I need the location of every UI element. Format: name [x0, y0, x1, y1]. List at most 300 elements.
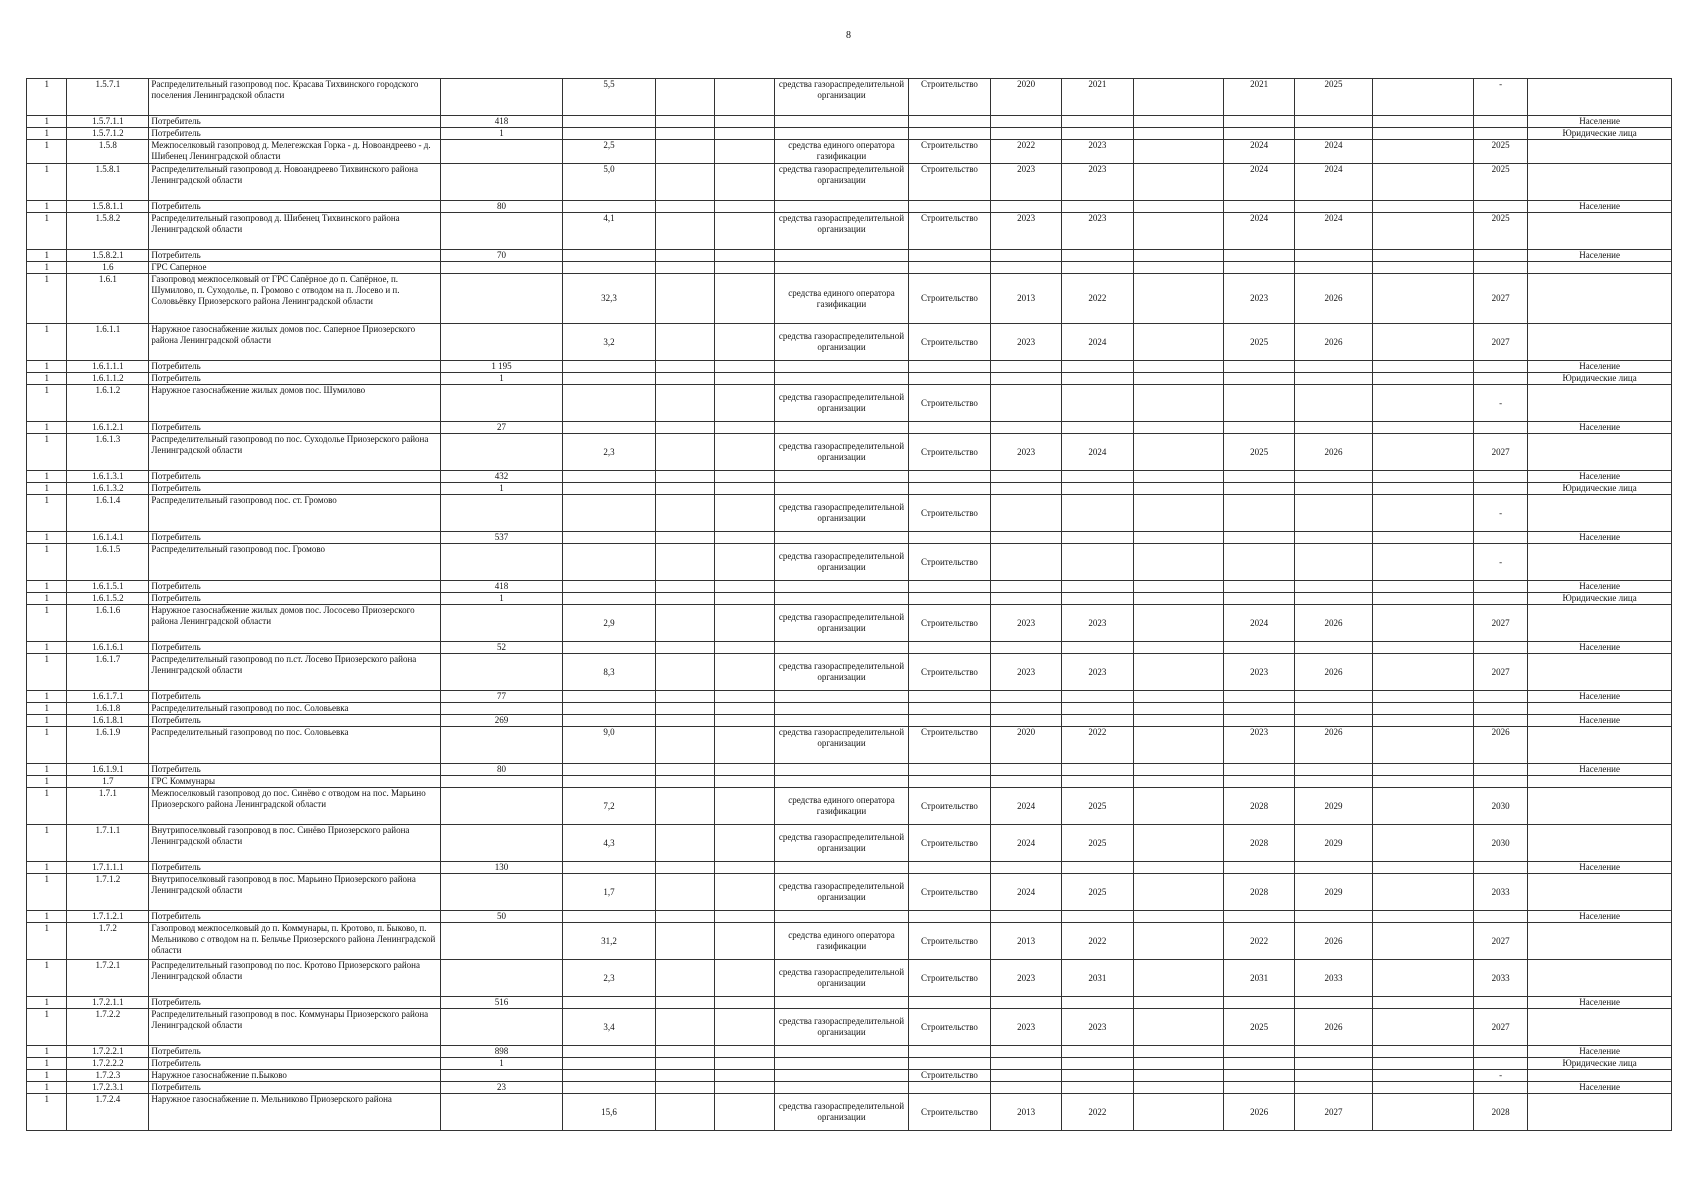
col-year-1: 2023	[990, 434, 1061, 471]
col-consumer-category: Население	[1528, 116, 1672, 128]
table-row	[27, 324, 1672, 361]
col-length	[563, 373, 656, 385]
table-row	[27, 1009, 1672, 1046]
table-row	[27, 1070, 1672, 1082]
col-year-1: 2023	[990, 960, 1061, 997]
col-consumers: 70	[440, 250, 562, 262]
col-financing	[774, 715, 908, 727]
col-blank-4	[1372, 788, 1473, 825]
col-year-2: 2022	[1062, 727, 1133, 764]
col-work-type: Строительство	[909, 385, 991, 422]
col-year-1	[990, 642, 1061, 654]
col-name: Наружное газоснабжение жилых домов пос. Лососево Приозерского района Ленинградской области	[149, 605, 441, 642]
col-name: Распределительный газопровод по пос. Соловьевка	[149, 727, 441, 764]
page-number: 8	[846, 30, 851, 41]
col-year-1: 2024	[990, 874, 1061, 911]
col-year-5	[1473, 1082, 1527, 1094]
col-blank-2	[715, 923, 775, 960]
col-blank-2	[715, 691, 775, 703]
col-consumer-category	[1528, 703, 1672, 715]
col-year-3: 2028	[1223, 825, 1294, 862]
col-blank-3	[1133, 581, 1223, 593]
col-work-type	[909, 250, 991, 262]
col-year-4: 2029	[1295, 825, 1373, 862]
col-year-4	[1295, 373, 1373, 385]
col-blank-4	[1372, 495, 1473, 532]
col-financing: средства единого оператора газификации	[774, 788, 908, 825]
col-consumers	[440, 213, 562, 250]
col-length: 2,3	[563, 960, 656, 997]
col-blank-3	[1133, 874, 1223, 911]
col-name: Потребитель	[149, 422, 441, 434]
col-length	[563, 250, 656, 262]
col-blank-1	[655, 483, 715, 495]
col-year-4: 2029	[1295, 874, 1373, 911]
col-name: Потребитель	[149, 1046, 441, 1058]
col-blank-1	[655, 825, 715, 862]
col-blank-1	[655, 532, 715, 544]
col-number: 1	[27, 1058, 67, 1070]
col-financing: средства газораспределительной организации	[774, 727, 908, 764]
col-work-type: Строительство	[909, 274, 991, 324]
col-blank-2	[715, 140, 775, 164]
table-row	[27, 764, 1672, 776]
col-blank-2	[715, 471, 775, 483]
col-number: 1	[27, 250, 67, 262]
col-consumers	[440, 140, 562, 164]
col-year-3	[1223, 703, 1294, 715]
col-financing	[774, 483, 908, 495]
col-year-3: 2021	[1223, 79, 1294, 116]
col-year-3	[1223, 1046, 1294, 1058]
col-blank-2	[715, 862, 775, 874]
col-year-2	[1062, 128, 1133, 140]
col-number: 1	[27, 532, 67, 544]
col-year-2	[1062, 262, 1133, 274]
col-financing: средства газораспределительной организации	[774, 654, 908, 691]
col-financing	[774, 862, 908, 874]
col-blank-3	[1133, 213, 1223, 250]
col-work-type	[909, 997, 991, 1009]
col-code: 1.5.7.1.1	[67, 116, 149, 128]
col-work-type: Строительство	[909, 874, 991, 911]
col-blank-1	[655, 862, 715, 874]
col-year-3	[1223, 116, 1294, 128]
col-consumers	[440, 874, 562, 911]
col-year-3	[1223, 201, 1294, 213]
col-year-2: 2023	[1062, 605, 1133, 642]
col-year-4	[1295, 422, 1373, 434]
col-work-type	[909, 116, 991, 128]
col-blank-3	[1133, 911, 1223, 923]
col-year-5: 2025	[1473, 213, 1527, 250]
table-row	[27, 274, 1672, 324]
col-year-5	[1473, 128, 1527, 140]
col-name: Потребитель	[149, 691, 441, 703]
col-year-3: 2028	[1223, 788, 1294, 825]
col-consumers	[440, 1094, 562, 1131]
col-financing	[774, 116, 908, 128]
col-consumer-category: Население	[1528, 361, 1672, 373]
col-work-type	[909, 593, 991, 605]
col-consumers: 27	[440, 422, 562, 434]
col-blank-2	[715, 250, 775, 262]
col-blank-1	[655, 250, 715, 262]
col-number: 1	[27, 1009, 67, 1046]
col-year-2	[1062, 532, 1133, 544]
col-work-type: Строительство	[909, 164, 991, 201]
col-blank-4	[1372, 116, 1473, 128]
col-blank-2	[715, 213, 775, 250]
col-code: 1.6.1.2.1	[67, 422, 149, 434]
col-length: 5,5	[563, 79, 656, 116]
col-blank-3	[1133, 825, 1223, 862]
col-blank-3	[1133, 495, 1223, 532]
col-year-1: 2023	[990, 164, 1061, 201]
col-consumers	[440, 434, 562, 471]
col-year-5: -	[1473, 1070, 1527, 1082]
col-blank-3	[1133, 116, 1223, 128]
col-work-type: Строительство	[909, 727, 991, 764]
col-consumer-category	[1528, 213, 1672, 250]
col-blank-2	[715, 997, 775, 1009]
col-year-4	[1295, 1070, 1373, 1082]
col-year-1	[990, 581, 1061, 593]
col-year-5	[1473, 262, 1527, 274]
col-year-2	[1062, 361, 1133, 373]
col-year-2	[1062, 422, 1133, 434]
col-year-1	[990, 691, 1061, 703]
col-blank-4	[1372, 250, 1473, 262]
col-year-5: 2026	[1473, 727, 1527, 764]
col-name: Потребитель	[149, 201, 441, 213]
col-number: 1	[27, 434, 67, 471]
col-consumers: 269	[440, 715, 562, 727]
col-code: 1.6.1.6	[67, 605, 149, 642]
col-year-4: 2026	[1295, 274, 1373, 324]
col-code: 1.6.1.9	[67, 727, 149, 764]
col-year-4	[1295, 128, 1373, 140]
col-financing: средства газораспределительной организации	[774, 825, 908, 862]
col-code: 1.5.7.1	[67, 79, 149, 116]
col-blank-3	[1133, 703, 1223, 715]
col-consumers	[440, 385, 562, 422]
col-year-1	[990, 373, 1061, 385]
col-blank-1	[655, 605, 715, 642]
col-work-type	[909, 532, 991, 544]
col-work-type	[909, 1046, 991, 1058]
col-number: 1	[27, 385, 67, 422]
col-name: Потребитель	[149, 361, 441, 373]
col-year-1	[990, 250, 1061, 262]
col-year-2: 2021	[1062, 79, 1133, 116]
col-blank-4	[1372, 654, 1473, 691]
col-length	[563, 593, 656, 605]
col-year-5: 2030	[1473, 825, 1527, 862]
col-blank-4	[1372, 825, 1473, 862]
col-number: 1	[27, 691, 67, 703]
col-blank-2	[715, 116, 775, 128]
col-blank-3	[1133, 642, 1223, 654]
col-financing	[774, 703, 908, 715]
col-blank-3	[1133, 691, 1223, 703]
col-blank-4	[1372, 715, 1473, 727]
col-blank-4	[1372, 911, 1473, 923]
col-name: Потребитель	[149, 1058, 441, 1070]
col-blank-3	[1133, 471, 1223, 483]
col-year-5: -	[1473, 495, 1527, 532]
col-year-4	[1295, 1058, 1373, 1070]
col-consumer-category: Население	[1528, 532, 1672, 544]
col-consumers	[440, 923, 562, 960]
col-year-5: -	[1473, 385, 1527, 422]
col-consumer-category	[1528, 605, 1672, 642]
col-year-5: 2025	[1473, 140, 1527, 164]
col-name: Наружное газоснабжение жилых домов пос. Шумилово	[149, 385, 441, 422]
col-length	[563, 715, 656, 727]
col-year-5	[1473, 250, 1527, 262]
col-year-1: 2024	[990, 825, 1061, 862]
col-blank-2	[715, 324, 775, 361]
col-blank-1	[655, 997, 715, 1009]
col-code: 1.7.2.2	[67, 1009, 149, 1046]
col-year-4: 2025	[1295, 79, 1373, 116]
col-blank-4	[1372, 703, 1473, 715]
col-year-2	[1062, 471, 1133, 483]
col-blank-2	[715, 788, 775, 825]
col-consumers	[440, 324, 562, 361]
col-name: Газопровод межпоселковый от ГРС Сапёрное до п. Сапёрное, п. Шумилово, п. Суходолье, п. Громово с отводом на п. Лосево и п. Соловьёвку Приозерского района Ленинградской области	[149, 274, 441, 324]
col-year-1: 2024	[990, 788, 1061, 825]
col-blank-1	[655, 581, 715, 593]
col-number: 1	[27, 727, 67, 764]
col-blank-2	[715, 642, 775, 654]
col-blank-3	[1133, 324, 1223, 361]
col-name: Распределительный газопровод пос. ст. Громово	[149, 495, 441, 532]
col-blank-3	[1133, 422, 1223, 434]
col-year-3	[1223, 128, 1294, 140]
col-year-4: 2026	[1295, 434, 1373, 471]
col-year-4	[1295, 997, 1373, 1009]
col-year-3	[1223, 373, 1294, 385]
col-name: Внутрипоселковый газопровод в пос. Синёво Приозерского района Ленинградской области	[149, 825, 441, 862]
col-year-3: 2024	[1223, 164, 1294, 201]
col-length	[563, 116, 656, 128]
col-consumers	[440, 727, 562, 764]
col-work-type	[909, 715, 991, 727]
col-year-4	[1295, 532, 1373, 544]
col-blank-4	[1372, 960, 1473, 997]
col-year-5	[1473, 642, 1527, 654]
col-blank-1	[655, 1094, 715, 1131]
col-code: 1.5.8.1.1	[67, 201, 149, 213]
col-blank-3	[1133, 201, 1223, 213]
col-number: 1	[27, 605, 67, 642]
col-code: 1.6.1.5.1	[67, 581, 149, 593]
col-number: 1	[27, 874, 67, 911]
col-work-type: Строительство	[909, 495, 991, 532]
col-consumers: 432	[440, 471, 562, 483]
col-blank-4	[1372, 128, 1473, 140]
col-year-5	[1473, 997, 1527, 1009]
table-row	[27, 544, 1672, 581]
col-financing	[774, 1046, 908, 1058]
col-financing: средства газораспределительной организации	[774, 960, 908, 997]
col-financing: средства газораспределительной организации	[774, 605, 908, 642]
col-number: 1	[27, 140, 67, 164]
col-number: 1	[27, 201, 67, 213]
col-consumer-category	[1528, 140, 1672, 164]
col-year-1: 2020	[990, 727, 1061, 764]
col-year-4	[1295, 593, 1373, 605]
table-row	[27, 140, 1672, 164]
col-year-1: 2023	[990, 654, 1061, 691]
col-blank-1	[655, 495, 715, 532]
col-financing: средства газораспределительной организации	[774, 385, 908, 422]
col-length: 32,3	[563, 274, 656, 324]
col-year-2	[1062, 593, 1133, 605]
col-year-2: 2024	[1062, 434, 1133, 471]
col-consumer-category	[1528, 1009, 1672, 1046]
table-row	[27, 164, 1672, 201]
col-year-1	[990, 593, 1061, 605]
col-length: 2,9	[563, 605, 656, 642]
col-number: 1	[27, 495, 67, 532]
col-year-2: 2024	[1062, 324, 1133, 361]
col-year-2	[1062, 1058, 1133, 1070]
col-blank-3	[1133, 274, 1223, 324]
col-blank-4	[1372, 593, 1473, 605]
col-name: Потребитель	[149, 471, 441, 483]
col-length	[563, 262, 656, 274]
col-year-1	[990, 776, 1061, 788]
col-blank-1	[655, 1082, 715, 1094]
col-length	[563, 471, 656, 483]
col-blank-1	[655, 788, 715, 825]
col-name: Потребитель	[149, 581, 441, 593]
col-financing	[774, 593, 908, 605]
col-year-5	[1473, 201, 1527, 213]
col-work-type: Строительство	[909, 1009, 991, 1046]
col-name: Потребитель	[149, 532, 441, 544]
col-year-5	[1473, 483, 1527, 495]
col-year-4	[1295, 385, 1373, 422]
table-row	[27, 434, 1672, 471]
col-financing	[774, 776, 908, 788]
col-name: Наружное газоснабжение жилых домов пос. Саперное Приозерского района Ленинградской области	[149, 324, 441, 361]
table-row	[27, 997, 1672, 1009]
col-financing: средства газораспределительной организации	[774, 874, 908, 911]
table-row	[27, 483, 1672, 495]
table-row	[27, 532, 1672, 544]
col-year-1: 2023	[990, 1009, 1061, 1046]
col-year-1	[990, 703, 1061, 715]
col-consumers	[440, 654, 562, 691]
col-year-5	[1473, 532, 1527, 544]
col-number: 1	[27, 471, 67, 483]
col-year-3: 2025	[1223, 1009, 1294, 1046]
col-financing	[774, 691, 908, 703]
table-row	[27, 201, 1672, 213]
col-number: 1	[27, 703, 67, 715]
col-work-type: Строительство	[909, 654, 991, 691]
col-name: Потребитель	[149, 250, 441, 262]
table-row	[27, 642, 1672, 654]
col-blank-3	[1133, 385, 1223, 422]
col-work-type	[909, 911, 991, 923]
col-length: 2,3	[563, 434, 656, 471]
col-consumer-category: Юридические лица	[1528, 593, 1672, 605]
col-financing	[774, 201, 908, 213]
col-year-5	[1473, 1046, 1527, 1058]
col-work-type: Строительство	[909, 434, 991, 471]
col-name: Потребитель	[149, 593, 441, 605]
col-blank-2	[715, 703, 775, 715]
col-consumers	[440, 79, 562, 116]
col-consumer-category: Население	[1528, 642, 1672, 654]
col-blank-1	[655, 1058, 715, 1070]
col-year-1	[990, 495, 1061, 532]
col-blank-4	[1372, 262, 1473, 274]
col-year-2	[1062, 715, 1133, 727]
col-blank-1	[655, 201, 715, 213]
col-year-5	[1473, 373, 1527, 385]
col-blank-3	[1133, 262, 1223, 274]
col-blank-4	[1372, 164, 1473, 201]
col-blank-1	[655, 593, 715, 605]
col-blank-2	[715, 128, 775, 140]
col-year-5	[1473, 581, 1527, 593]
col-length	[563, 581, 656, 593]
col-financing	[774, 361, 908, 373]
col-blank-4	[1372, 1058, 1473, 1070]
col-name: Потребитель	[149, 715, 441, 727]
col-consumers: 516	[440, 997, 562, 1009]
col-blank-1	[655, 434, 715, 471]
col-blank-1	[655, 164, 715, 201]
col-blank-1	[655, 213, 715, 250]
col-consumers: 1 195	[440, 361, 562, 373]
col-year-1: 2023	[990, 213, 1061, 250]
col-year-4	[1295, 262, 1373, 274]
col-blank-4	[1372, 642, 1473, 654]
col-year-2	[1062, 1070, 1133, 1082]
col-blank-3	[1133, 79, 1223, 116]
col-blank-3	[1133, 715, 1223, 727]
col-code: 1.6.1.4	[67, 495, 149, 532]
col-year-2: 2022	[1062, 923, 1133, 960]
col-year-5: 2025	[1473, 164, 1527, 201]
col-length	[563, 1046, 656, 1058]
col-year-5: 2027	[1473, 274, 1527, 324]
col-year-4	[1295, 691, 1373, 703]
col-blank-4	[1372, 422, 1473, 434]
col-year-3	[1223, 495, 1294, 532]
col-number: 1	[27, 422, 67, 434]
col-code: 1.6.1.4.1	[67, 532, 149, 544]
col-financing: средства газораспределительной организации	[774, 79, 908, 116]
col-financing: средства единого оператора газификации	[774, 923, 908, 960]
col-year-3	[1223, 544, 1294, 581]
col-year-3	[1223, 691, 1294, 703]
col-financing	[774, 911, 908, 923]
col-name: Распределительный газопровод д. Новоандреево Тихвинского района Ленинградской области	[149, 164, 441, 201]
col-financing: средства единого оператора газификации	[774, 274, 908, 324]
col-consumer-category: Население	[1528, 764, 1672, 776]
col-number: 1	[27, 997, 67, 1009]
col-blank-1	[655, 874, 715, 911]
col-year-5: 2033	[1473, 874, 1527, 911]
